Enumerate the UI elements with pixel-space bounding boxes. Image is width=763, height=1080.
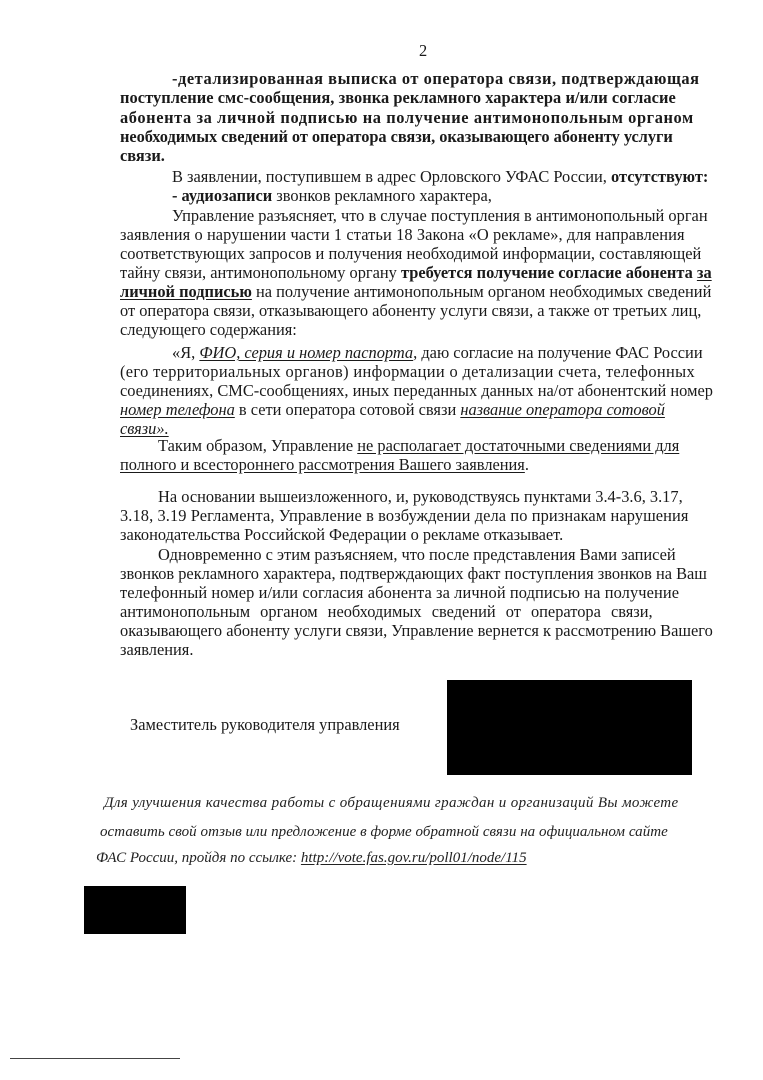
block3-line3: соответствующих запросов и получения необходимой информации, составляющей [120,244,702,263]
block6-line5: оказывающего абоненту услуги связи, Управление вернется к рассмотрению Вашего [120,621,713,640]
block5-line3: законодательства Российской Федерации о рекламе отказывает. [120,525,564,544]
block6-line6: заявления. [120,640,194,659]
quote-line2: (его территориальных органов) информации о детализации счета, телефонных [120,362,696,381]
quote-line1 [172,344,703,362]
block4-text: Таким образом, Управление [158,436,354,455]
block3-text-2: на получение антимонопольным органом необходимых сведений [256,282,712,301]
block3-line2: заявления о нарушении части 1 статьи 18 Закона «О рекламе», для направления [120,225,685,244]
block1-line3: абонента за личной подписью на получение антимонопольным органом [120,108,694,127]
block6-line3: телефонный номер и/или согласия абонента за личной подписью на получение [120,583,680,602]
block3-consent-required: требуется получение согласие абонента [400,263,693,282]
quote-consent-text: , даю согласие на получение ФАС России [413,343,703,362]
block2-line1 [172,168,708,186]
feedback-link[interactable]: http://vote.fas.gov.ru/poll01/node/115 [300,850,527,866]
block1-line5: связи. [120,146,165,165]
footer-text: ФАС России, пройдя по ссылке: [96,850,298,866]
block2-missing-label: отсутствуют: [610,167,709,186]
quote-line3: соединениях, СМС-сообщениях, иных переданных данных на/от абонентский номер [120,381,713,400]
quote-open: «Я, [172,343,196,362]
block6-line1: Одновременно с этим разъясняем, что после представления Вами записей [158,545,676,564]
block1-line1: -детализированная выписка от оператора связи, подтверждающая [172,69,700,88]
footer-line2: оставить свой отзыв или предложение в форме обратной связи на официальном сайте [100,824,668,840]
block1-line4: необходимых сведений от оператора связи, оказывающего абоненту услуги [120,127,673,146]
block4-line2 [120,456,529,474]
block1-line2: поступление смс-сообщения, звонка рекламного характера и/или согласие [120,88,676,107]
quote-fio-placeholder: ФИО, серия и номер паспорта [199,343,414,362]
block2-audio-text: звонков рекламного характера, [276,186,492,205]
block2-audio-label: - аудиозаписи [172,186,273,205]
block6-line4: антимонопольным органом необходимых сведений от оператора связи, [120,602,653,621]
bottom-rule [10,1058,180,1059]
block3-line6: от оператора связи, отказывающего абоненту услуги связи, а также от третьих лиц, [120,301,702,320]
block4-period: . [524,455,529,474]
page-number: 2 [419,41,428,60]
footer-line3 [96,849,527,867]
block4-full-review: полного и всестороннего рассмотрения Вашего заявления [120,455,525,474]
block5-line2: 3.18, 3.19 Регламента, Управление в возбуждении дела по признакам нарушения [120,506,689,525]
block3-line5 [120,283,711,301]
bottom-redaction [84,886,186,934]
quote-phone-placeholder: номер телефона [120,400,235,419]
block3-line7: следующего содержания: [120,320,297,339]
quote-line4 [120,401,665,419]
block4-line1 [158,437,679,455]
block3-text: тайну связи, антимонопольному органу [120,263,397,282]
footer-line1: Для улучшения качества работы с обращениями граждан и организаций Вы можете [104,795,679,811]
block3-personal-signature: личной подписью [120,282,252,301]
block3-line4 [120,264,712,282]
quote-line5: связи». [120,419,169,438]
signature-title: Заместитель руководителя управления [130,715,400,734]
block2-text: В заявлении, поступившем в адрес Орловского УФАС России, [172,167,607,186]
signature-redaction [447,680,692,775]
block3-line1: Управление разъясняет, что в случае поступления в антимонопольный орган [172,206,708,225]
block2-line2 [172,187,492,205]
block6-line2: звонков рекламного характера, подтверждающих факт поступления звонков на Ваш [120,564,707,583]
block4-insufficient-data: не располагает достаточными сведениями для [357,436,680,455]
quote-operator-placeholder: название оператора сотовой [460,400,665,419]
quote-network-text: в сети оператора сотовой связи [238,400,457,419]
block3-consent-za: за [696,263,712,282]
block5-line1: На основании вышеизложенного, и, руководствуясь пунктами 3.4-3.6, 3.17, [158,487,683,506]
